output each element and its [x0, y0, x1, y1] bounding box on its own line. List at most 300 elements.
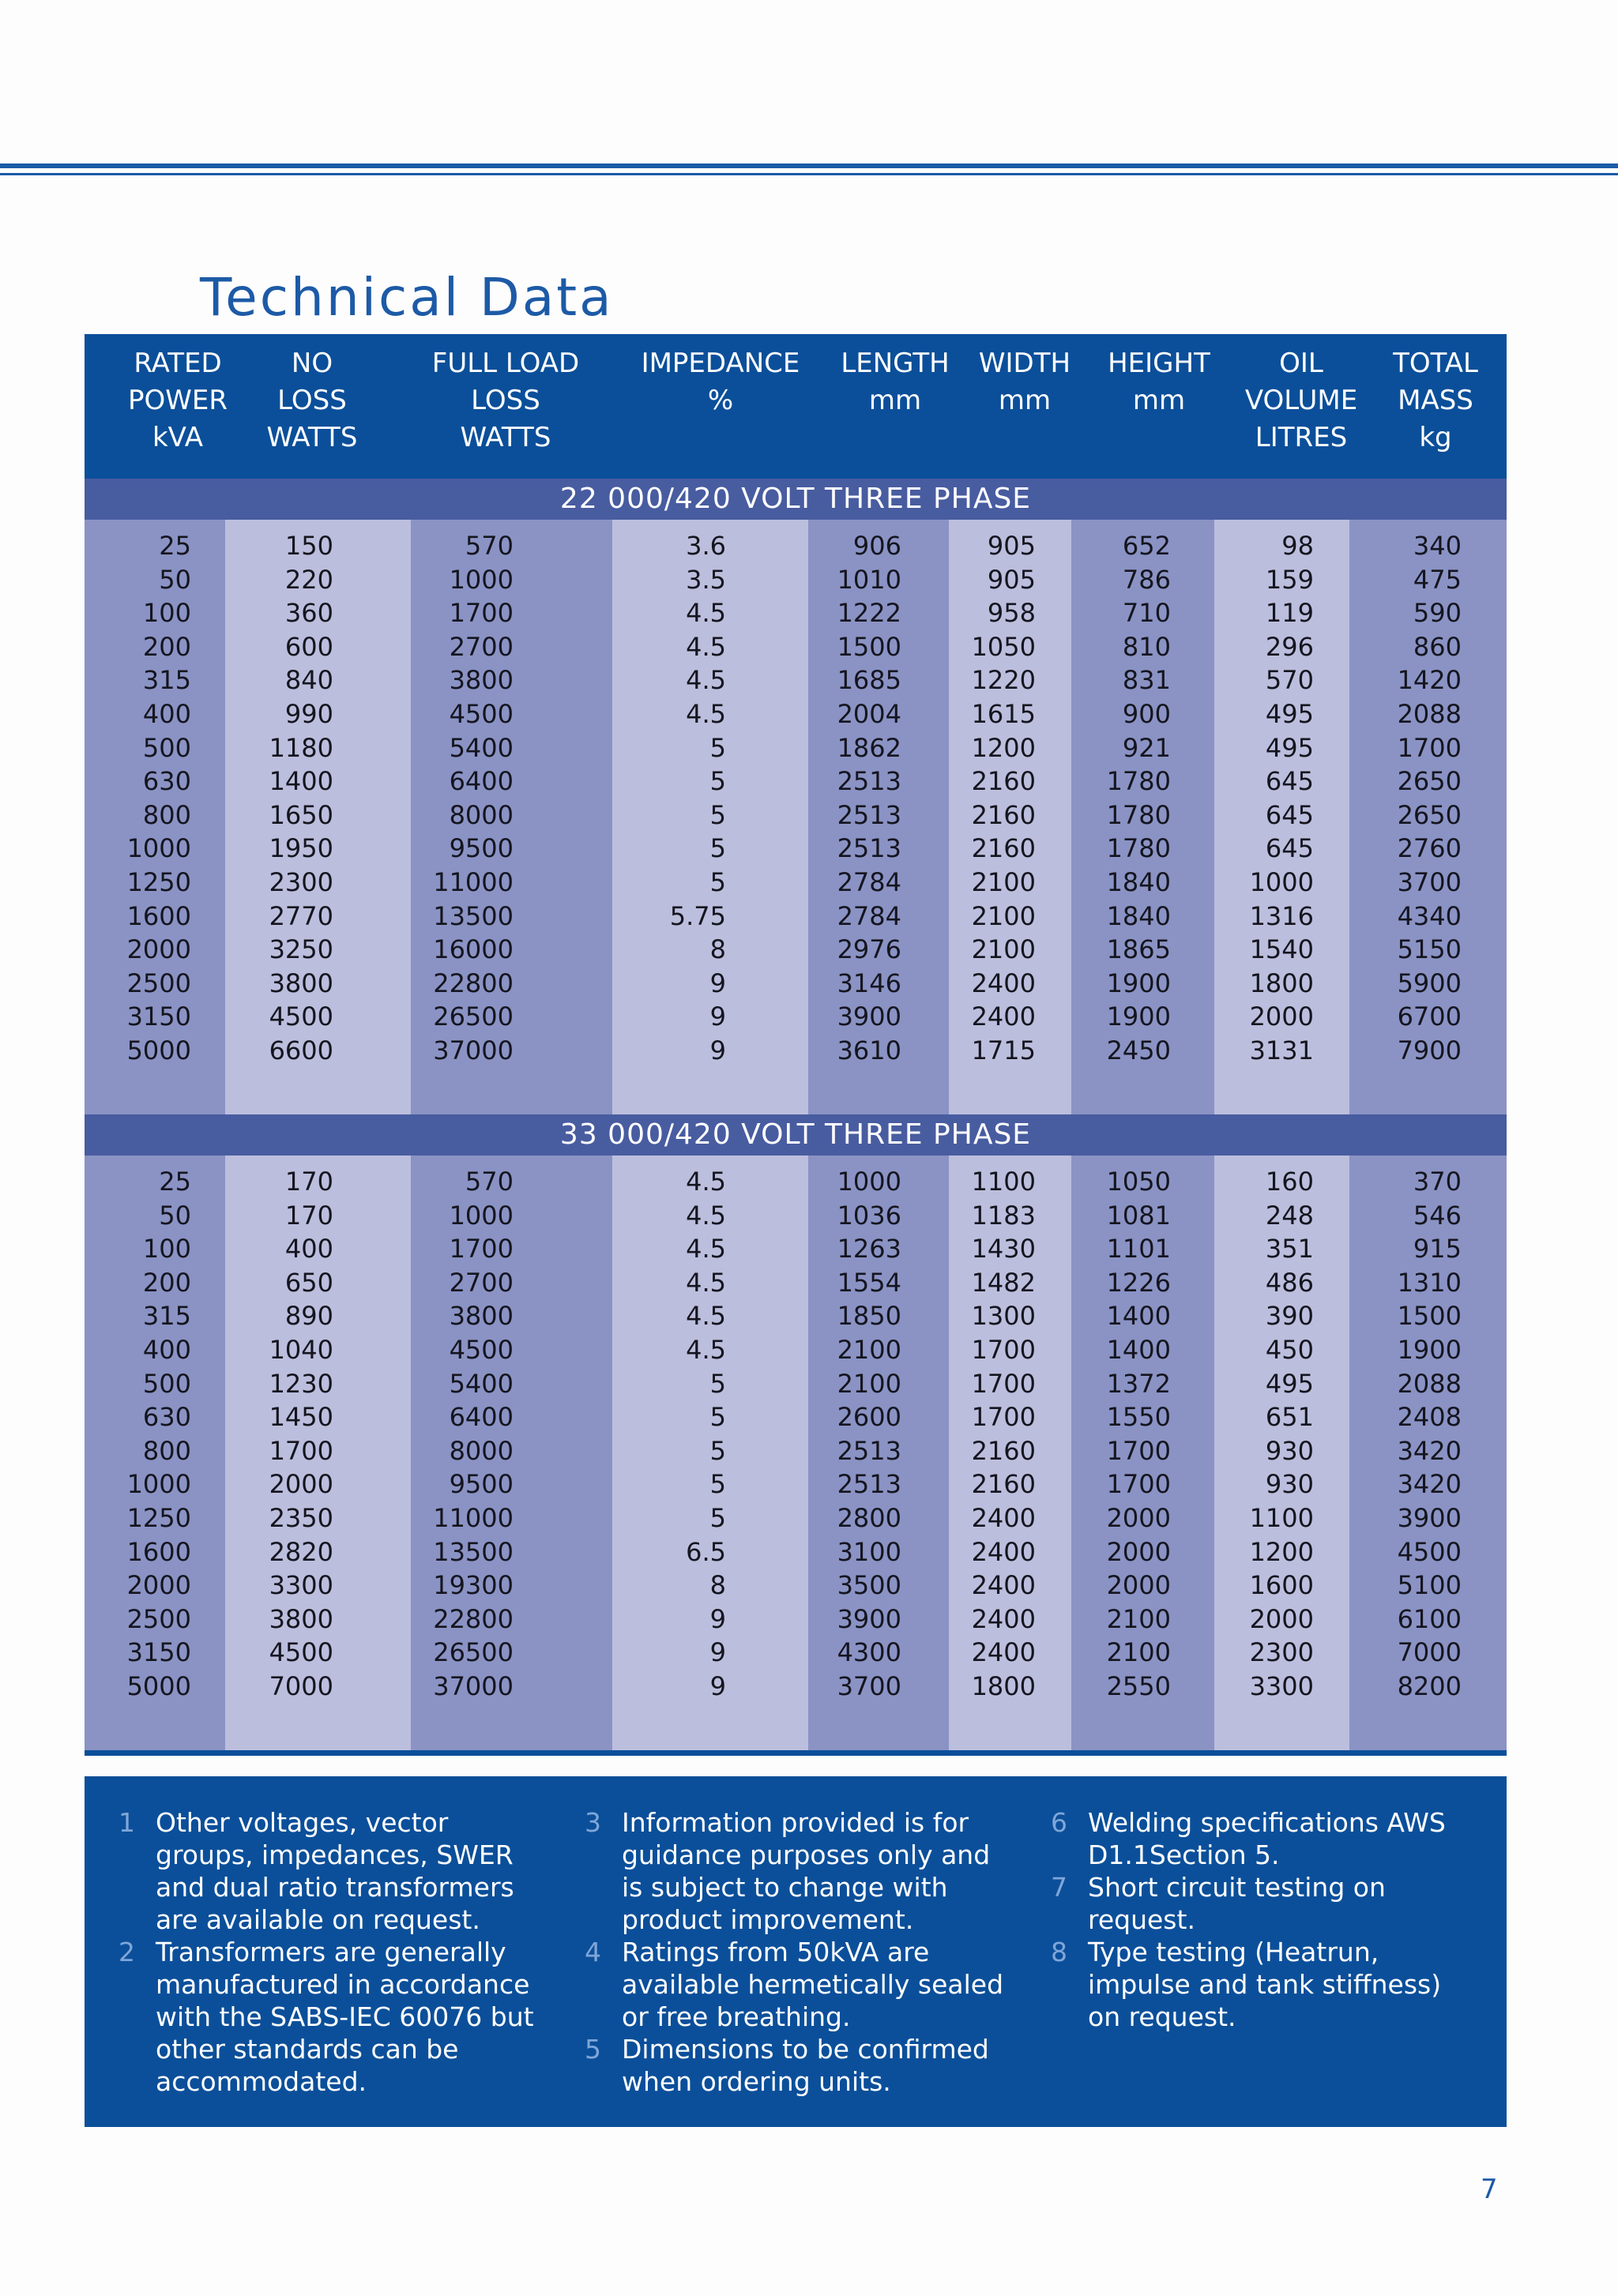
table-cell: 2160 [971, 799, 1036, 830]
table-cell: 2513 [837, 799, 901, 830]
page-title: Technical Data [200, 267, 614, 328]
table-cell: 810 [1122, 631, 1171, 662]
table-cell: 3800 [269, 1603, 333, 1634]
table-cell: 1420 [1397, 665, 1462, 696]
table-cell: 4.5 [686, 1301, 726, 1332]
table-column [808, 529, 901, 1068]
table-cell: 1600 [1249, 1570, 1314, 1601]
table-cell: 645 [1265, 833, 1314, 864]
table-column [808, 1165, 901, 1704]
header-full-load-loss: FULL LOAD LOSS WATTS [431, 348, 580, 453]
table-cell: 2770 [269, 900, 333, 931]
table-cell: 2160 [971, 833, 1036, 864]
table-cell: 3610 [837, 1035, 901, 1065]
table-cell: 1700 [971, 1368, 1036, 1399]
table-cell: 9 [709, 1035, 726, 1065]
table-column [1071, 1165, 1171, 1704]
table-cell: 2760 [1397, 833, 1462, 864]
table-cell: 22800 [433, 1603, 514, 1634]
table-cell: 4.5 [686, 698, 726, 729]
technical-data-table [85, 334, 1507, 1756]
table-cell: 400 [142, 1334, 191, 1365]
table-cell: 5900 [1397, 968, 1462, 998]
note-item: 8 Type testing (Heatrun, impulse and tank stiffness) on request. [1051, 1937, 1442, 2032]
notes-column-1 [119, 1806, 545, 2098]
top-rule-thin [0, 173, 1618, 175]
table-cell: 1200 [1249, 1536, 1314, 1567]
table-cell: 5150 [1397, 934, 1462, 965]
table-cell: 2100 [1106, 1603, 1171, 1634]
table-cell: 831 [1122, 665, 1171, 696]
table-cell: 1316 [1249, 900, 1314, 931]
table-cell: 9 [709, 968, 726, 998]
table-cell: 296 [1265, 631, 1314, 662]
table-cell: 98 [1281, 531, 1314, 561]
table-cell: 1862 [837, 732, 901, 763]
table-cell: 3420 [1397, 1469, 1462, 1500]
table-cell: 651 [1265, 1402, 1314, 1433]
table-cell: 3146 [837, 968, 901, 998]
table-cell: 1430 [971, 1234, 1036, 1264]
table-cell: 2000 [1249, 1603, 1314, 1634]
table-cell: 800 [142, 799, 191, 830]
table-cell: 2700 [449, 1267, 514, 1298]
table-column [1214, 1165, 1314, 1704]
table-cell: 1050 [1106, 1167, 1171, 1197]
table-cell: 6.5 [686, 1536, 726, 1567]
header-total-mass: TOTAL MASS kg [1393, 348, 1478, 453]
table-cell: 170 [284, 1167, 333, 1197]
table-cell: 4.5 [686, 1267, 726, 1298]
table-cell: 3900 [837, 1603, 901, 1634]
table-cell: 645 [1265, 766, 1314, 797]
table-cell: 2100 [837, 1334, 901, 1365]
table-cell: 3700 [837, 1670, 901, 1701]
table-cell: 5100 [1397, 1570, 1462, 1601]
table-cell: 1950 [269, 833, 333, 864]
table-cell: 3.5 [686, 564, 726, 595]
table-cell: 9 [709, 1637, 726, 1668]
table-cell: 150 [284, 531, 333, 561]
note-item: 2 Transformers are generally manufactured in accordance with the SABS-IEC 60076 but other standards can be accommodated. [119, 1937, 534, 2097]
table-column [411, 1165, 514, 1704]
table-cell: 905 [987, 531, 1036, 561]
table-cell: 50 [159, 1200, 191, 1231]
table-cell: 1101 [1106, 1234, 1171, 1264]
table-cell: 1865 [1106, 934, 1171, 965]
table-cell: 5 [709, 1435, 726, 1466]
table-cell: 1183 [971, 1200, 1036, 1231]
table-cell: 590 [1413, 598, 1462, 629]
table-cell: 2088 [1397, 698, 1462, 729]
table-cell: 25 [159, 531, 191, 561]
table-cell: 1550 [1106, 1402, 1171, 1433]
table-column [225, 1165, 333, 1704]
header-length: LENGTH mm [841, 348, 950, 416]
table-cell: 2408 [1397, 1402, 1462, 1433]
table-cell: 315 [142, 1301, 191, 1332]
table-cell: 2160 [971, 1469, 1036, 1500]
table-cell: 100 [142, 598, 191, 629]
table-cell: 9500 [449, 1469, 514, 1500]
table-cell: 4.5 [686, 1234, 726, 1264]
table-cell: 2000 [126, 1570, 191, 1601]
table-column [949, 1165, 1036, 1704]
header-impedance: IMPEDANCE % [641, 348, 800, 416]
table-cell: 11000 [433, 1502, 514, 1533]
table-cell: 1554 [837, 1267, 901, 1298]
table-cell: 4500 [1397, 1536, 1462, 1567]
table-cell: 2000 [1106, 1570, 1171, 1601]
table-cell: 2600 [837, 1402, 901, 1433]
table-cell: 1650 [269, 799, 333, 830]
table-cell: 13500 [433, 1536, 514, 1567]
table-cell: 1800 [971, 1670, 1036, 1701]
table-cell: 1230 [269, 1368, 333, 1399]
table-cell: 370 [1413, 1167, 1462, 1197]
table-cell: 360 [284, 598, 333, 629]
table-cell: 2650 [1397, 799, 1462, 830]
table-cell: 1700 [1106, 1435, 1171, 1466]
table-cell: 5 [709, 833, 726, 864]
table-cell: 1220 [971, 665, 1036, 696]
table-cell: 50 [159, 564, 191, 595]
table-cell: 2400 [971, 1001, 1036, 1032]
table-cell: 1000 [126, 833, 191, 864]
table-column [225, 529, 333, 1068]
table-cell: 1000 [449, 1200, 514, 1231]
table-cell: 1372 [1106, 1368, 1171, 1399]
table-cell: 710 [1122, 598, 1171, 629]
note-item: 6 Welding specifications AWS D1.1Section 5. [1051, 1807, 1446, 1870]
table-cell: 1900 [1397, 1334, 1462, 1365]
table-cell: 2820 [269, 1536, 333, 1567]
table-cell: 650 [284, 1267, 333, 1298]
table-cell: 1700 [971, 1334, 1036, 1365]
table-cell: 5.75 [669, 900, 726, 931]
table-cell: 5 [709, 1502, 726, 1533]
table-cell: 2700 [449, 631, 514, 662]
table-cell: 4.5 [686, 1334, 726, 1365]
table-cell: 495 [1265, 1368, 1314, 1399]
table-cell: 4500 [269, 1637, 333, 1668]
table-cell: 1840 [1106, 866, 1171, 897]
table-cell: 1900 [1106, 1001, 1171, 1032]
table-cell: 1040 [269, 1334, 333, 1365]
section-33kv-label: 33 000/420 VOLT THREE PHASE [85, 1114, 1507, 1156]
table-cell: 930 [1265, 1435, 1314, 1466]
table-cell: 1900 [1106, 968, 1171, 998]
table-cell: 546 [1413, 1200, 1462, 1231]
table-cell: 1300 [971, 1301, 1036, 1332]
table-cell: 570 [1265, 665, 1314, 696]
table-cell: 8 [709, 934, 726, 965]
table-cell: 3420 [1397, 1435, 1462, 1466]
table-cell: 340 [1413, 531, 1462, 561]
table-cell: 5 [709, 799, 726, 830]
table-cell: 6600 [269, 1035, 333, 1065]
table-cell: 1500 [837, 631, 901, 662]
table-column [1349, 1165, 1462, 1704]
table-cell: 495 [1265, 732, 1314, 763]
table-cell: 3300 [1249, 1670, 1314, 1701]
table-cell: 475 [1413, 564, 1462, 595]
table-cell: 3150 [126, 1637, 191, 1668]
table-cell: 1250 [126, 1502, 191, 1533]
table-cell: 5 [709, 1469, 726, 1500]
table-cell: 16000 [433, 934, 514, 965]
table-cell: 1700 [449, 598, 514, 629]
table-cell: 100 [142, 1234, 191, 1264]
table-cell: 1000 [837, 1167, 901, 1197]
table-cell: 2513 [837, 1435, 901, 1466]
table-cell: 2400 [971, 1570, 1036, 1601]
table-cell: 1500 [1397, 1301, 1462, 1332]
table-cell: 1000 [449, 564, 514, 595]
table-column [1349, 529, 1462, 1068]
table-cell: 786 [1122, 564, 1171, 595]
table-cell: 2800 [837, 1502, 901, 1533]
table-cell: 450 [1265, 1334, 1314, 1365]
table-cell: 6700 [1397, 1001, 1462, 1032]
table-cell: 2100 [971, 934, 1036, 965]
table-cell: 570 [465, 1167, 514, 1197]
table-cell: 1450 [269, 1402, 333, 1433]
table-cell: 1036 [837, 1200, 901, 1231]
table-cell: 2100 [971, 866, 1036, 897]
table-cell: 1400 [1106, 1301, 1171, 1332]
table-cell: 170 [284, 1200, 333, 1231]
table-cell: 1200 [971, 732, 1036, 763]
table-cell: 2650 [1397, 766, 1462, 797]
table-column [949, 529, 1036, 1068]
table-cell: 7000 [1397, 1637, 1462, 1668]
table-cell: 200 [142, 1267, 191, 1298]
table-cell: 600 [284, 631, 333, 662]
table-cell: 1600 [126, 900, 191, 931]
table-cell: 19300 [433, 1570, 514, 1601]
table-cell: 3.6 [686, 531, 726, 561]
table-cell: 8 [709, 1570, 726, 1601]
table-cell: 3900 [1397, 1502, 1462, 1533]
table-cell: 2450 [1106, 1035, 1171, 1065]
table-cell: 645 [1265, 799, 1314, 830]
table-cell: 3800 [269, 968, 333, 998]
notes-box [85, 1776, 1507, 2127]
table-cell: 500 [142, 1368, 191, 1399]
table-cell: 958 [987, 598, 1036, 629]
table-cell: 840 [284, 665, 333, 696]
table-cell: 37000 [433, 1035, 514, 1065]
table-cell: 13500 [433, 900, 514, 931]
table-cell: 2300 [269, 866, 333, 897]
table-cell: 248 [1265, 1200, 1314, 1231]
table-cell: 3700 [1397, 866, 1462, 897]
table-cell: 1310 [1397, 1267, 1462, 1298]
table-cell: 9 [709, 1603, 726, 1634]
note-item: 5 Dimensions to be confirmed when ordering units. [585, 2034, 989, 2097]
table-cell: 2550 [1106, 1670, 1171, 1701]
table-cell: 2000 [1106, 1502, 1171, 1533]
table-cell: 22800 [433, 968, 514, 998]
note-item: 1 Other voltages, vector groups, impedances, SWER and dual ratio transformers are available on request. [119, 1807, 514, 1935]
table-cell: 1780 [1106, 766, 1171, 797]
table-cell: 4340 [1397, 900, 1462, 931]
table-cell: 9 [709, 1670, 726, 1701]
table-cell: 1540 [1249, 934, 1314, 965]
table-cell: 351 [1265, 1234, 1314, 1264]
table-column [612, 1165, 726, 1704]
table-cell: 1100 [1249, 1502, 1314, 1533]
table-cell: 2088 [1397, 1368, 1462, 1399]
table-cell: 2000 [269, 1469, 333, 1500]
table-cell: 1180 [269, 732, 333, 763]
table-cell: 905 [987, 564, 1036, 595]
table-cell: 2100 [971, 900, 1036, 931]
table-cell: 2513 [837, 766, 901, 797]
table-cell: 2500 [126, 1603, 191, 1634]
table-cell: 6100 [1397, 1603, 1462, 1634]
table-cell: 990 [284, 698, 333, 729]
table-cell: 4500 [269, 1001, 333, 1032]
table-column [85, 529, 191, 1068]
notes-column-3 [1051, 1806, 1477, 2033]
table-cell: 4.5 [686, 665, 726, 696]
section-33kv-body [85, 1156, 1507, 1750]
table-cell: 5 [709, 1368, 726, 1399]
table-cell: 800 [142, 1435, 191, 1466]
table-column [411, 529, 514, 1068]
table-cell: 9500 [449, 833, 514, 864]
table-cell: 2000 [1249, 1001, 1314, 1032]
table-cell: 3800 [449, 665, 514, 696]
table-header-row [85, 334, 1507, 479]
table-cell: 1081 [1106, 1200, 1171, 1231]
table-cell: 2400 [971, 1502, 1036, 1533]
table-cell: 8000 [449, 1435, 514, 1466]
table-cell: 2004 [837, 698, 901, 729]
table-cell: 11000 [433, 866, 514, 897]
header-no-loss: NO LOSS WATTS [266, 348, 358, 453]
table-cell: 1850 [837, 1301, 901, 1332]
note-item: 3 Information provided is for guidance purposes only and is subject to change with product improvement. [585, 1807, 991, 1935]
table-cell: 2513 [837, 1469, 901, 1500]
table-cell: 1700 [449, 1234, 514, 1264]
table-cell: 1715 [971, 1035, 1036, 1065]
table-cell: 2513 [837, 833, 901, 864]
table-cell: 400 [284, 1234, 333, 1264]
table-cell: 26500 [433, 1001, 514, 1032]
table-cell: 1100 [971, 1167, 1036, 1197]
table-cell: 1840 [1106, 900, 1171, 931]
table-cell: 2784 [837, 866, 901, 897]
table-cell: 2400 [971, 1603, 1036, 1634]
table-cell: 1700 [1106, 1469, 1171, 1500]
table-cell: 500 [142, 732, 191, 763]
table-cell: 400 [142, 698, 191, 729]
table-cell: 2160 [971, 766, 1036, 797]
table-cell: 2300 [1249, 1637, 1314, 1668]
table-cell: 2400 [971, 968, 1036, 998]
table-cell: 630 [142, 766, 191, 797]
table-cell: 315 [142, 665, 191, 696]
table-cell: 906 [852, 531, 901, 561]
table-column [85, 1165, 191, 1704]
table-cell: 3150 [126, 1001, 191, 1032]
table-cell: 1226 [1106, 1267, 1171, 1298]
table-cell: 37000 [433, 1670, 514, 1701]
table-cell: 8200 [1397, 1670, 1462, 1701]
table-cell: 4500 [449, 698, 514, 729]
table-cell: 2400 [971, 1637, 1036, 1668]
table-cell: 9 [709, 1001, 726, 1032]
table-cell: 900 [1122, 698, 1171, 729]
table-cell: 4.5 [686, 598, 726, 629]
table-cell: 1685 [837, 665, 901, 696]
table-cell: 3250 [269, 934, 333, 965]
table-column [1071, 529, 1171, 1068]
table-cell: 1222 [837, 598, 901, 629]
table-column [612, 529, 726, 1068]
table-cell: 119 [1265, 598, 1314, 629]
table-cell: 921 [1122, 732, 1171, 763]
table-cell: 1600 [126, 1536, 191, 1567]
table-cell: 25 [159, 1167, 191, 1197]
header-rated-power: RATED POWER kVA [128, 348, 228, 453]
table-cell: 2100 [1106, 1637, 1171, 1668]
table-cell: 5 [709, 1402, 726, 1433]
table-cell: 200 [142, 631, 191, 662]
table-cell: 7000 [269, 1670, 333, 1701]
table-cell: 5000 [126, 1035, 191, 1065]
table-cell: 160 [1265, 1167, 1314, 1197]
note-item: 4 Ratings from 50kVA are available hermetically sealed or free breathing. [585, 1937, 1004, 2032]
table-cell: 5400 [449, 1368, 514, 1399]
table-cell: 159 [1265, 564, 1314, 595]
table-cell: 2000 [1106, 1536, 1171, 1567]
table-cell: 2350 [269, 1502, 333, 1533]
page-number: 7 [1481, 2174, 1498, 2205]
notes-column-2 [585, 1806, 1011, 2098]
table-cell: 1482 [971, 1267, 1036, 1298]
table-column [1214, 529, 1314, 1068]
table-cell: 1250 [126, 866, 191, 897]
table-cell: 3800 [449, 1301, 514, 1332]
table-cell: 4.5 [686, 631, 726, 662]
table-cell: 890 [284, 1301, 333, 1332]
table-cell: 3131 [1249, 1035, 1314, 1065]
table-cell: 5 [709, 732, 726, 763]
table-cell: 5 [709, 766, 726, 797]
table-cell: 5400 [449, 732, 514, 763]
table-cell: 1800 [1249, 968, 1314, 998]
table-cell: 2976 [837, 934, 901, 965]
table-cell: 570 [465, 531, 514, 561]
table-cell: 2400 [971, 1536, 1036, 1567]
table-cell: 6400 [449, 1402, 514, 1433]
table-cell: 860 [1413, 631, 1462, 662]
table-cell: 3300 [269, 1570, 333, 1601]
header-oil-volume: OIL VOLUME LITRES [1244, 348, 1358, 453]
table-cell: 5 [709, 866, 726, 897]
table-cell: 2000 [126, 934, 191, 965]
table-cell: 930 [1265, 1469, 1314, 1500]
table-cell: 3500 [837, 1570, 901, 1601]
table-cell: 1010 [837, 564, 901, 595]
table-cell: 1400 [1106, 1334, 1171, 1365]
table-cell: 2784 [837, 900, 901, 931]
header-width: WIDTH mm [978, 348, 1071, 416]
